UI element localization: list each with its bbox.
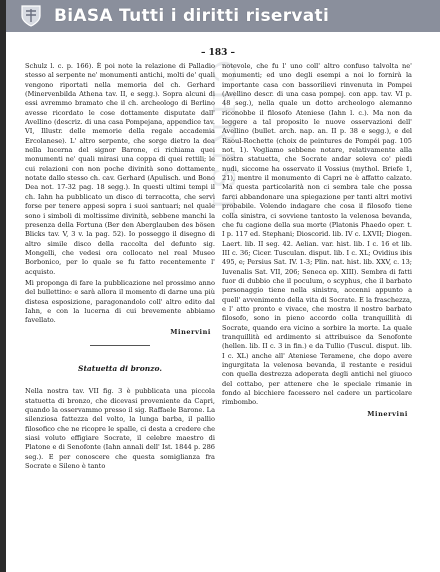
left-column [25,62,215,473]
banner-title: BiASA Tutti i diritti riservati [54,6,330,26]
page-number: – 183 – [200,48,236,58]
biasa-shield-logo-icon [18,4,44,28]
paragraph: Nella nostra tav. VII fig. 3 è pubblicata una piccola statuetta di bronzo, che dicevasi proveniente da Capri, quando la osservammo presso il sig. Raffaele Barone. La silenziosa fattezza del volto, la lunga barba, il pallio filosofico che ne ricopre le spalle, ci desta a credere che siasi voluto effigiare Socrate, il celebre maestro di Platone e di Senofonte (Iahn annali dell' Ist. 1844 p. 286 seg.). E per conoscere che questa somiglianza fra Socrate e Sileno è tanto [25,387,215,471]
paragraph: Mi proponga di fare la pubblicazione nel prossimo anno del bullettino: e sarà allora il momento di darne una più distesa esposizione, paragonandolo coll' altro edito dal Iahn, e con la lucerna di cui brevemente abbiamo favellato. [25,278,215,325]
paragraph: Schulz l. c. p. 166). È poi note la relazione di Palladio stesso al serpente ne' monumenti antichi, molti de' quali vengono riportati nella memoria del ch. Gerhard (Minervenbilda Athena tav. II, e segg.). Sopra alcuni di essi avremmo bramato che il ch. archeologo di Berlino avesse ricordato le cose dottamente disputate dall' Avellino (descriz. di una casa Pompejana, appendice tav. VI, Illustr. delle memorie della regale accademia Ercolanese). L' altro serpente, che sorge dietro la dea nella lucerna del signor Barone, ci richiama quei monumenti ne' quali mirasi una coppa di quei rettili; le cui relazioni con non poche divinità sono dottamente notate dallo stesso ch. cav. Gerhard (Apulisch. und Bono Dea not. 17-32 pag. 18 segg.). In questi ultimi tempi il ch. Iahn ha pubblicato un disco di terracotta, che servì forse per tenere appesi sopra i suoi santuari; nel quale sono i simboli di moltissime divinità, sebbene manchi la presenza della Fortuna (Ber den Aberglauben des bösen Blicks tav. V, 3 v. la pag. 52). Io posseggo il disegno di altro simile disco della raccolta del defunto sig. Mongelli, che vedesi ora collocato nel real Museo Borbonico, per lo quale se fu fatto recentemente l' acquisto. [25,62,215,276]
section-title: Statuetta di bronzo. [78,363,162,373]
right-column [222,62,412,419]
section-divider [90,345,150,346]
watermark-text: CHRIST [205,60,240,221]
author-signature: Minervini [367,409,408,418]
library-banner [6,0,440,32]
paragraph: notevole, che fu l' uno coll' altro confuso talvolta ne' monumenti; ed uno degli esempi a noi lo fornirà la importante casa con bassorilievi rinvenuta in Pompei (Avellino descr. di una casa pompej. con app. tav. VI p. 48 seg.), nella quale un dotto archeologo alemanno riconobbe il filosofo Ateniese (Iahn l. c.). Ma non da leggere a tal proposito le nuove osservazioni dell' Avellino (bullet. arch. nap. an. II p. 38 e segg.), e del Raoul-Rochette (choix de peintures de Pompéi pag. 105 not. 1). Vogliamo sebbene notare, relativamente alla nostra statuetta, che Socrate andar soleva co' piedi nudi, siccome ha osservato il Vossius (mythol. Briefe 1, 21), mentre il monumento di Capri ne è affatto calzato. Ma questa particolarità non ci sembra tale che possa farci abbandonare una spiegazione per tanti altri motivi probabile. Volendo indagare che cosa il filosofo tiene colla sinistra, ci sovviene tantosto la velenosa bevanda, che fu cagione della sua morte (Platonis Phaedo oper. t. I p. 117 ed. Stephani; Dioscorid. lib. IV c. LXVII; Diogen. Laert. lib. II seg. 42. Aelian. var. hist. lib. I c. 16 et lib. III c. 36; Cicer. Tusculan. disput. lib. I c. XL; Ovidius ibis 495, e; Persius Sat. IV. 1-3; Plin. nat. hist. lib. XXV, c. 13; Iuvenalis Sat. VII, 206; Seneca ep. XIII). Sembra di fatti fuor di dubbio che il poculum, o scyphus, che il barbato personaggio tiene nella sinistra, accenni appunto a quell' avvenimento della vita di Socrate. E la fraschezza, e l' atto pronto e vivace, che mostra il nostro barbato filosofo, sono in pieno accordo colla tranquillità di Socrate, quando era vicino a sorbire la morte. La quale tranquillità ed ardimento si attribuisce da Senofonte (hellen. lib. II c. 3 in fin.) e da Tullio (Tuscul. disput. lib. I c. XL) anche all' Ateniese Teramene, che dopo avere ingurgitata la velenosa bevanda, il restante e residui con quella destrezza adoperata degli antichi nel giuoco del cottabo, per attenere che le speciale rimanie in fondo al bicchiere facessero nel cadere un particolare rimbombo. [222,62,412,407]
scan-edge [0,0,6,572]
author-signature: Minervini [170,327,211,336]
